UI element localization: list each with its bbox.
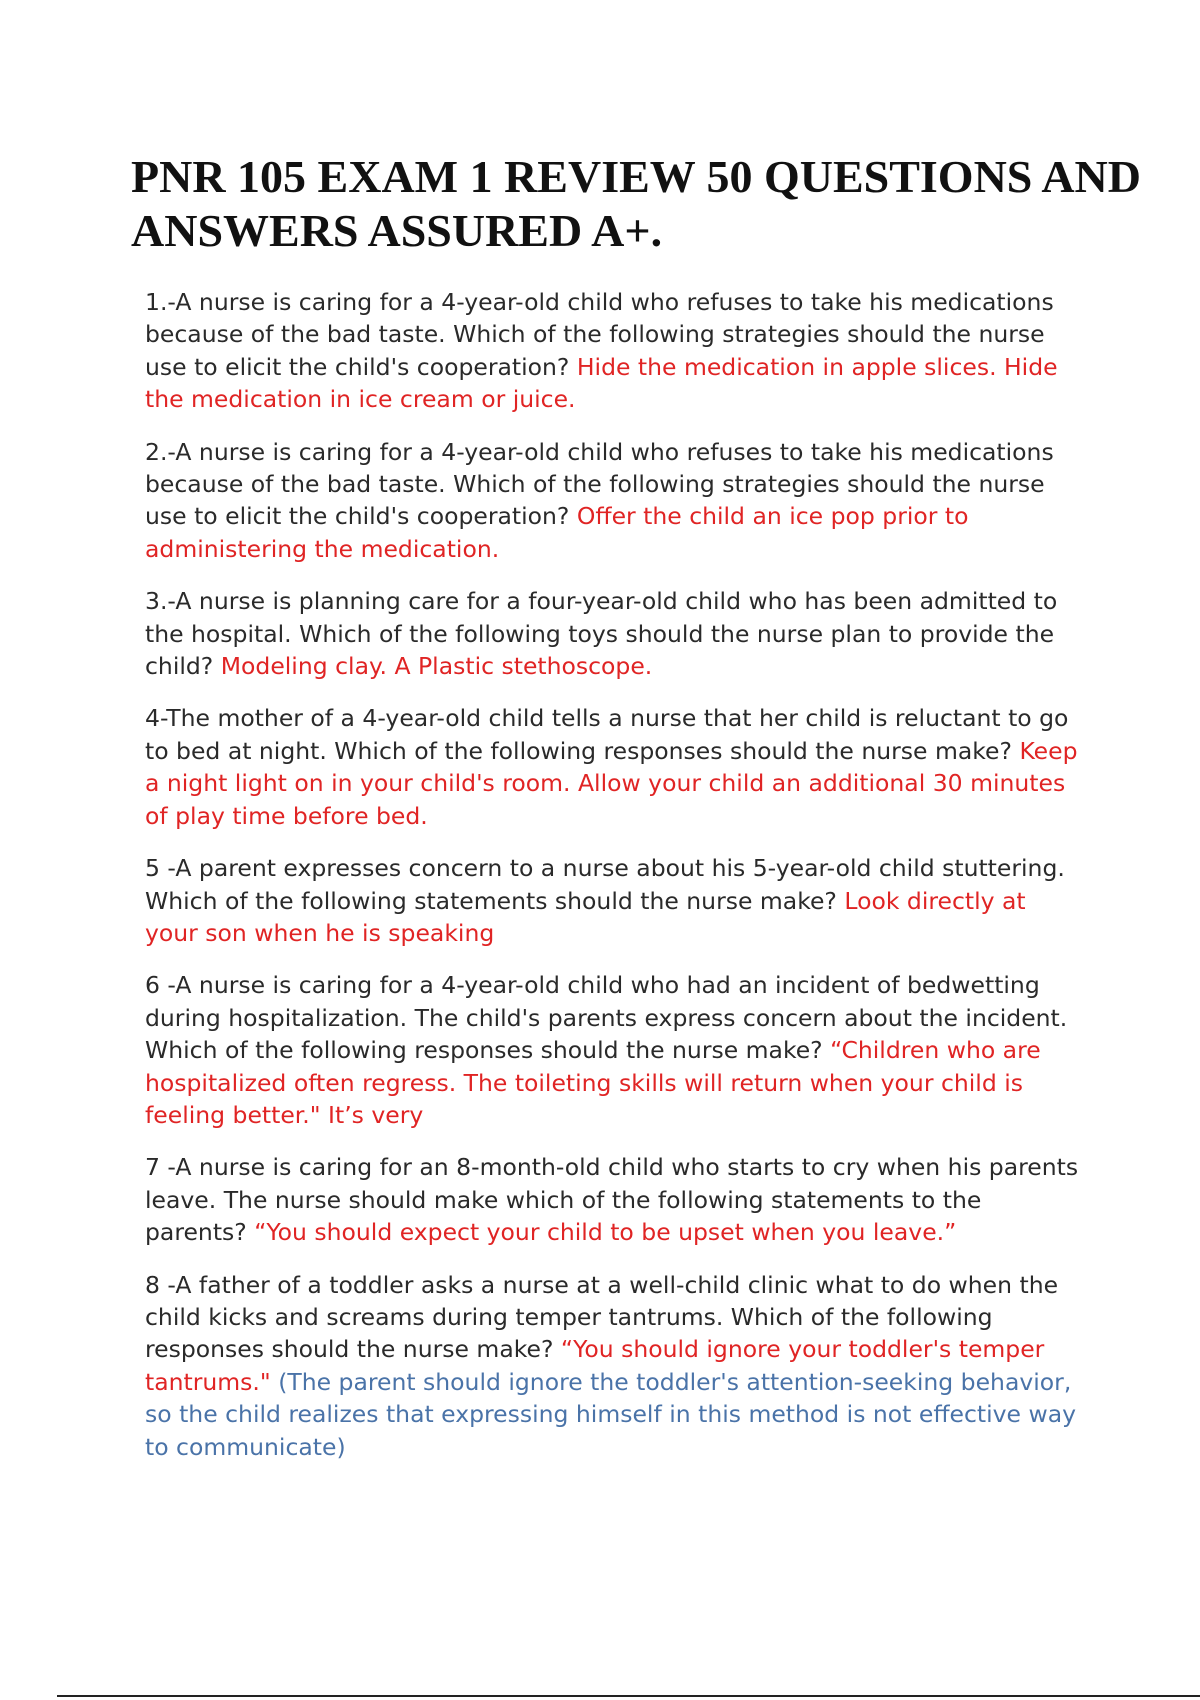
question-text: 1.-A nurse is caring for a 4-year-old child who refuses to take his medications because of the bad taste. Which of the following strategies should the nurse use to elicit the child's cooperation? [145, 288, 1054, 381]
question-text: 3.-A nurse is planning care for a four-year-old child who has been admitted to the hospital. Which of the following toys should the nurse plan to provide the child? [145, 587, 1058, 681]
question-item-2 [145, 436, 1085, 566]
question-item-7 [145, 1151, 1085, 1248]
rationale-note: (The parent should ignore the toddler's attention-seeking behavior, so the child realizes that expressing himself in this method is not effective way to communicate) [145, 1367, 1077, 1461]
question-item-6 [145, 969, 1085, 1131]
question-item-8 [145, 1269, 1085, 1463]
question-text: 8 -A father of a toddler asks a nurse at a well-child clinic what to do when the child kicks and screams during temper tantrums. Which of the following responses should the nurse make? [145, 1270, 1059, 1364]
question-item-5 [145, 852, 1085, 949]
question-text: 4-The mother of a 4-year-old child tells a nurse that her child is reluctant to go to bed at night. Which of the following responses should the nurse make? [145, 704, 1069, 765]
question-list [145, 286, 1085, 1483]
answer-text: “Children who are hospitalized often regress. The toileting skills will return when your child is feeling better." It’s very [145, 1036, 1041, 1129]
page-bottom-divider [57, 1695, 1200, 1697]
question-text: 7 -A nurse is caring for an 8-month-old child who starts to cry when his parents leave. The nurse should make which of the following statements to the parents? [145, 1153, 1079, 1247]
answer-text: Look directly at your son when he is speaking [145, 886, 1026, 947]
document-title-line-2: ANSWERS ASSURED A+. [131, 205, 663, 256]
question-text: 6 -A nurse is caring for a 4-year-old child who had an incident of bedwetting during hospitalization. The child's parents express concern about the incident. Which of the following responses should the nurse make? [145, 971, 1068, 1065]
answer-text: Modeling clay. A Plastic stethoscope. [220, 652, 653, 681]
document-title [131, 150, 1191, 258]
answer-text: Hide the medication in apple slices. Hide the medication in ice cream or juice. [145, 352, 1058, 414]
document-title-line-1: PNR 105 EXAM 1 REVIEW 50 QUESTIONS AND [131, 151, 1142, 202]
question-item-4 [145, 702, 1085, 832]
question-text: 5 -A parent expresses concern to a nurse about his 5-year-old child stuttering. Which of the following statements should the nurse make? [145, 854, 1065, 915]
question-item-3 [145, 585, 1085, 682]
question-item-1 [145, 286, 1085, 416]
answer-text: “You should expect your child to be upset when you leave.” [254, 1218, 957, 1247]
question-text: 2.-A nurse is caring for a 4-year-old child who refuses to take his medications because of the bad taste. Which of the following strategies should the nurse use to elicit the child's cooperation? [145, 437, 1054, 531]
answer-text: “You should ignore your toddler's temper tantrums." [145, 1335, 1045, 1396]
answer-text: Keep a night light on in your child's room. Allow your child an additional 30 minutes of play time before bed. [145, 736, 1078, 830]
answer-text: Offer the child an ice pop prior to administering the medication. [145, 502, 969, 563]
